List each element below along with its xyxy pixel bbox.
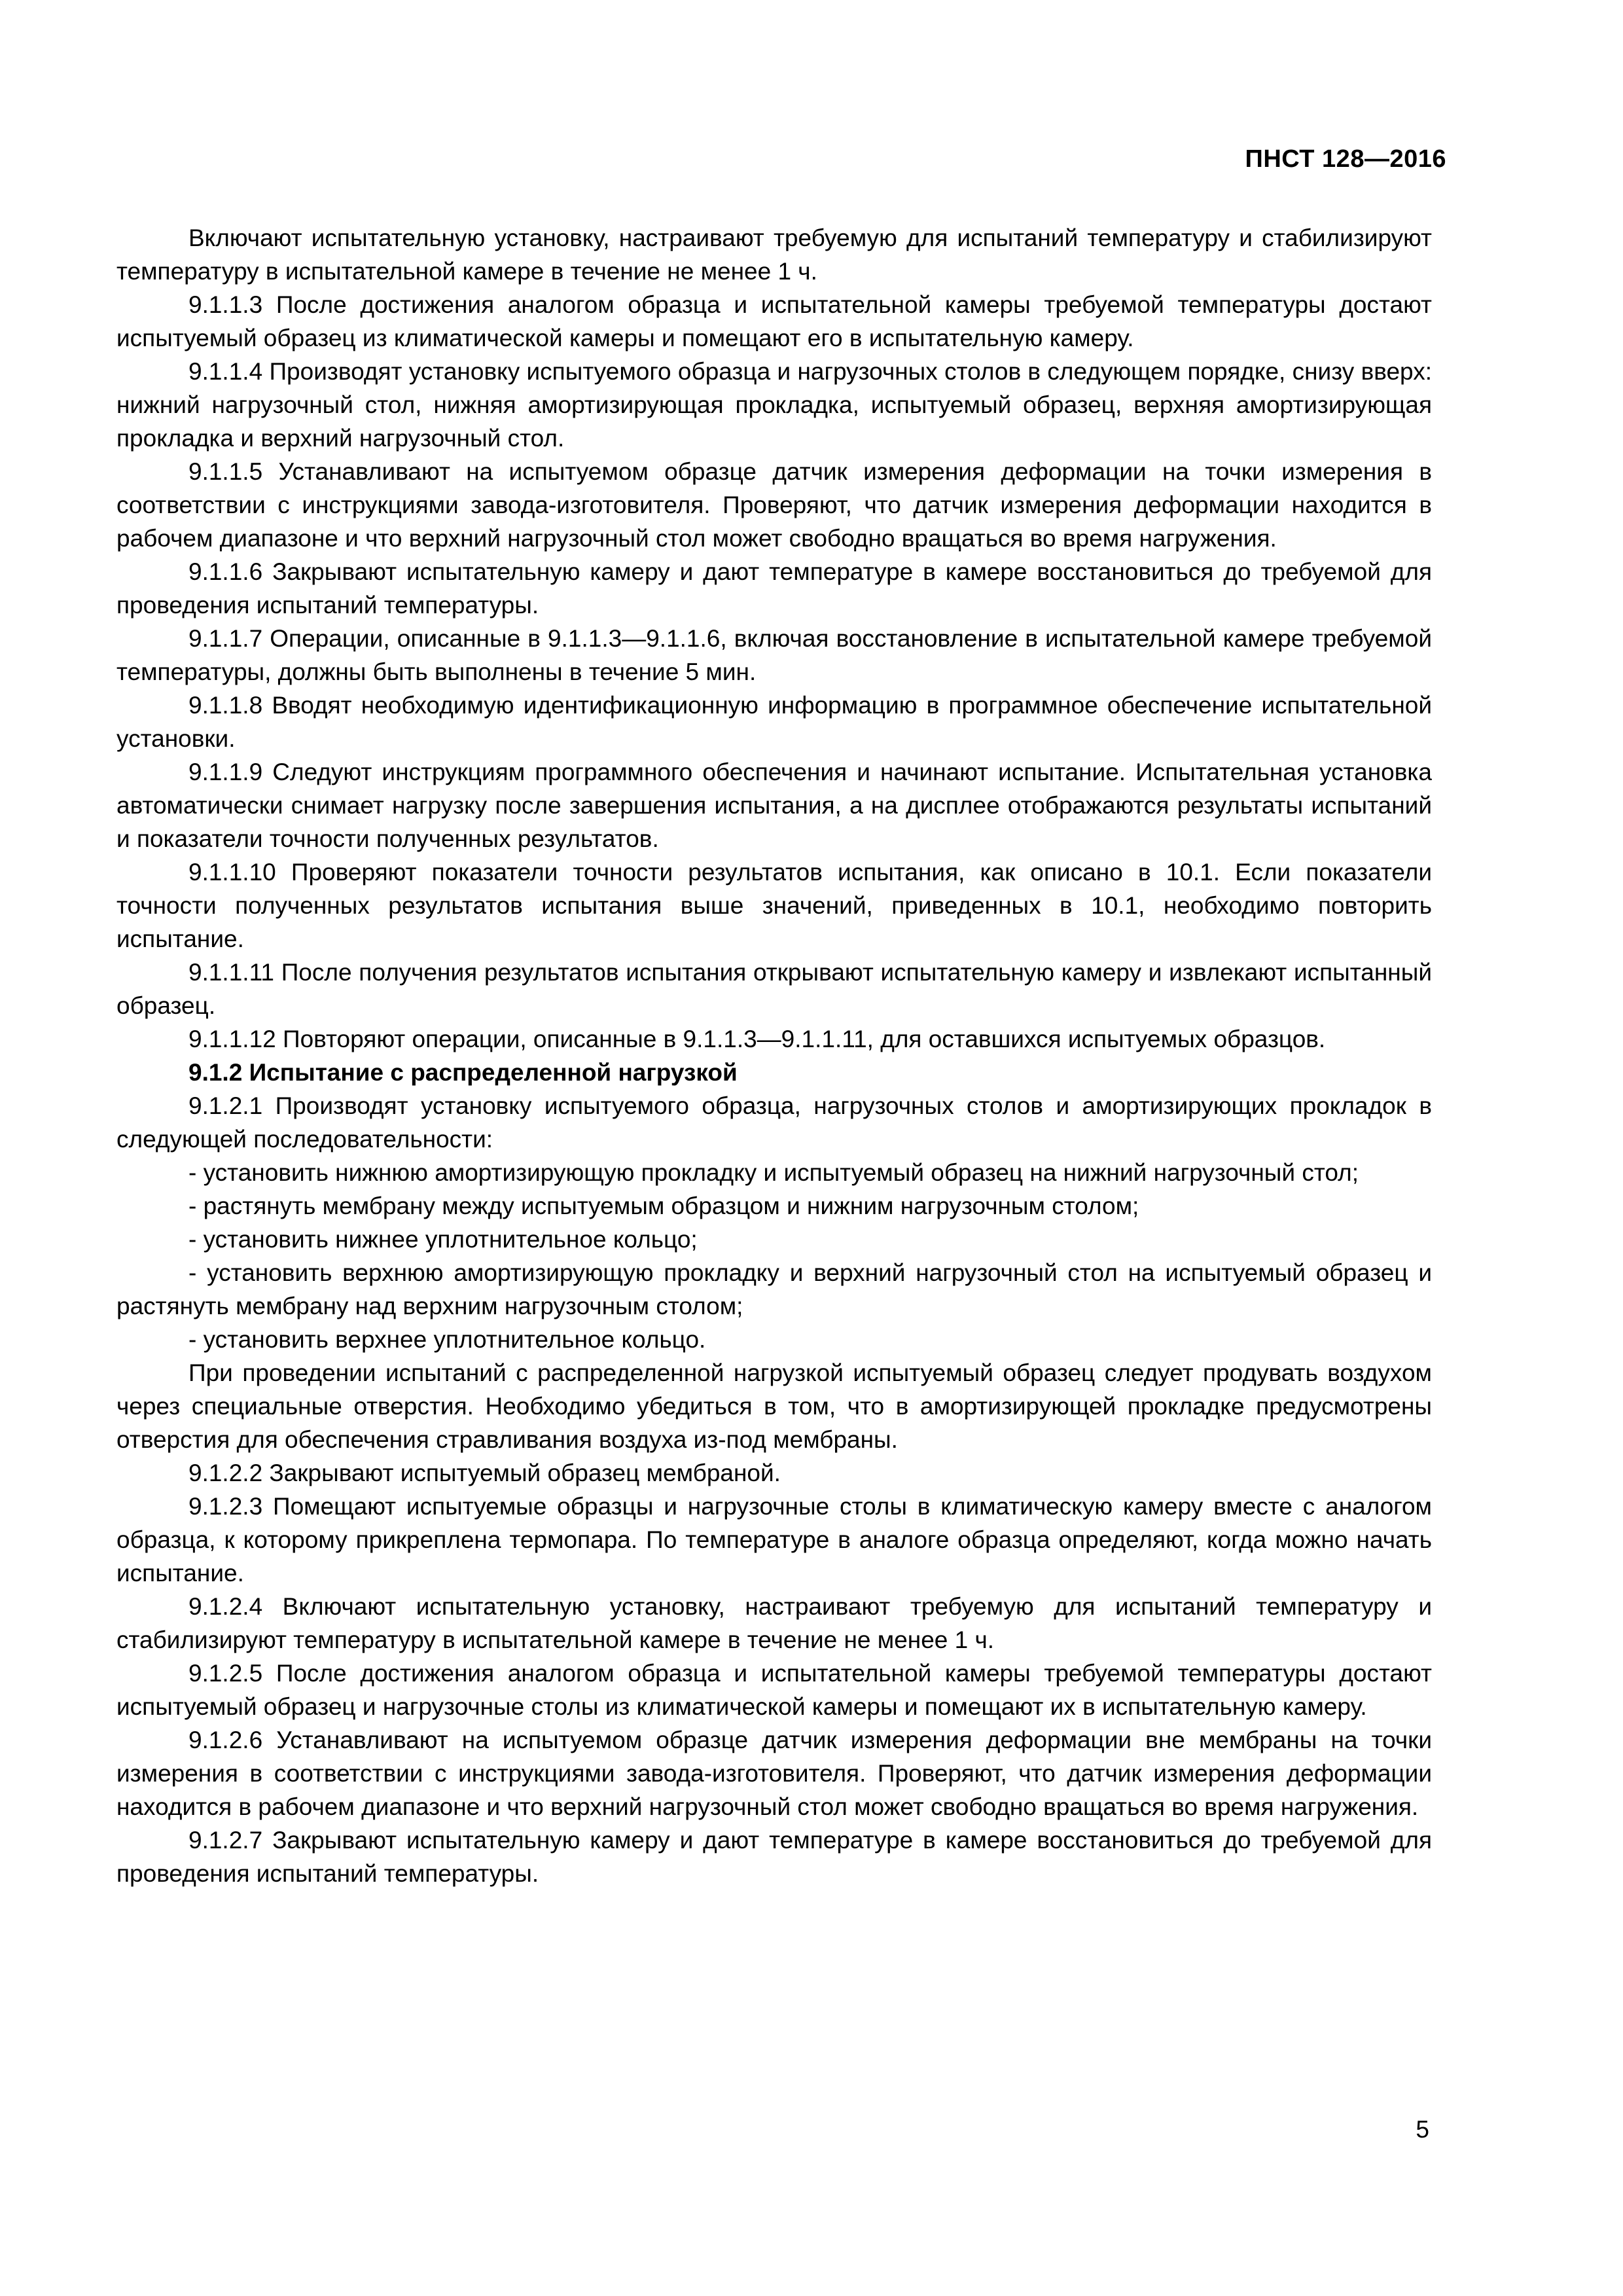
- paragraph: 9.1.1.4 Производят установку испытуемого образца и нагрузочных столов в следующем порядке, снизу вверх: нижний нагрузочный стол, нижняя амортизирующая прокладка, испытуемый образец, верхняя амортизирующая прокладка и верхний нагрузочный стол.: [116, 358, 1432, 452]
- paragraph: 9.1.2.3 Помещают испытуемые образцы и нагрузочные столы в климатическую камеру вместе с аналогом образца, к которому прикреплена термопара. По температуре в аналоге образца определяют, когда можно начать испытание.: [116, 1493, 1432, 1587]
- paragraph: 9.1.1.3 После достижения аналогом образца и испытательной камеры требуемой температуры достают испытуемый образец из климатической камеры и помещают его в испытательную камеру.: [116, 291, 1432, 351]
- list-item: - установить верхнюю амортизирующую прокладку и верхний нагрузочный стол на испытуемый образец и растянуть мембрану над верхним нагрузочным столом;: [116, 1259, 1432, 1319]
- paragraph: 9.1.2.1 Производят установку испытуемого образца, нагрузочных столов и амортизирующих прокладок в следующей последовательности:: [116, 1092, 1432, 1153]
- paragraph: 9.1.1.7 Операции, описанные в 9.1.1.3—9.1.1.6, включая восстановление в испытательной камере требуемой температуры, должны быть выполнены в течение 5 мин.: [116, 625, 1432, 685]
- list-item: - растянуть мембрану между испытуемым образцом и нижним нагрузочным столом;: [188, 1193, 1139, 1219]
- paragraph: 9.1.1.8 Вводят необходимую идентификационную информацию в программное обеспечение испытательной установки.: [116, 692, 1432, 752]
- list-item: - установить верхнее уплотнительное кольцо.: [188, 1326, 706, 1353]
- paragraph: 9.1.2.2 Закрывают испытуемый образец мембраной.: [188, 1460, 781, 1486]
- section-heading: 9.1.2 Испытание с распределенной нагрузкой: [188, 1059, 738, 1086]
- paragraph: 9.1.2.6 Устанавливают на испытуемом образце датчик измерения деформации вне мембраны на точки измерения в соответствии с инструкциями завода-изготовителя. Проверяют, что датчик измерения деформации находится в рабочем диапазоне и что верхний нагрузочный стол может свободно вращаться во время нагружения.: [116, 1727, 1432, 1820]
- paragraph: 9.1.2.7 Закрывают испытательную камеру и дают температуре в камере восстановиться до требуемой для проведения испытаний температуры.: [116, 1827, 1432, 1887]
- paragraph: 9.1.1.5 Устанавливают на испытуемом образце датчик измерения деформации на точки измерения в соответствии с инструкциями завода-изготовителя. Проверяют, что датчик измерения деформации находится в рабочем диапазоне и что верхний нагрузочный стол может свободно вращаться во время нагружения.: [116, 458, 1432, 552]
- paragraph: Включают испытательную установку, настраивают требуемую для испытаний температуру и стабилизируют температуру в испытательной камере в течение не менее 1 ч.: [116, 224, 1432, 285]
- paragraph: 9.1.2.5 После достижения аналогом образца и испытательной камеры требуемой температуры достают испытуемый образец и нагрузочные столы из климатической камеры и помещают их в испытательную камеру.: [116, 1660, 1432, 1720]
- document-code-header: ПНСТ 128—2016: [1245, 145, 1446, 173]
- paragraph: 9.1.1.9 Следуют инструкциям программного обеспечения и начинают испытание. Испытательная установка автоматически снимает нагрузку после завершения испытания, а на дисплее отображаются результаты испытаний и показатели точности полученных результатов.: [116, 759, 1432, 852]
- document-body: [116, 221, 1432, 1890]
- paragraph: 9.1.2.4 Включают испытательную установку, настраивают требуемую для испытаний температуру и стабилизируют температуру в испытательной камере в течение не менее 1 ч.: [116, 1593, 1432, 1653]
- paragraph: При проведении испытаний с распределенной нагрузкой испытуемый образец следует продувать воздухом через специальные отверстия. Необходимо убедиться в том, что в амортизирующей прокладке предусмотрены отверстия для обеспечения стравливания воздуха из-под мембраны.: [116, 1359, 1432, 1453]
- paragraph: 9.1.1.12 Повторяют операции, описанные в 9.1.1.3—9.1.1.11, для оставшихся испытуемых образцов.: [188, 1026, 1326, 1052]
- list-item: - установить нижнюю амортизирующую прокладку и испытуемый образец на нижний нагрузочный стол;: [188, 1159, 1359, 1186]
- paragraph: 9.1.1.6 Закрывают испытательную камеру и дают температуре в камере восстановиться до требуемой для проведения испытаний температуры.: [116, 558, 1432, 619]
- paragraph: 9.1.1.10 Проверяют показатели точности результатов испытания, как описано в 10.1. Если показатели точности полученных результатов испытания выше значений, приведенных в 10.1, необходимо повторить испытание.: [116, 859, 1432, 952]
- list-item: - установить нижнее уплотнительное кольцо;: [188, 1226, 698, 1253]
- page-number: 5: [1416, 2116, 1429, 2143]
- paragraph: 9.1.1.11 После получения результатов испытания открывают испытательную камеру и извлекают испытанный образец.: [116, 959, 1432, 1019]
